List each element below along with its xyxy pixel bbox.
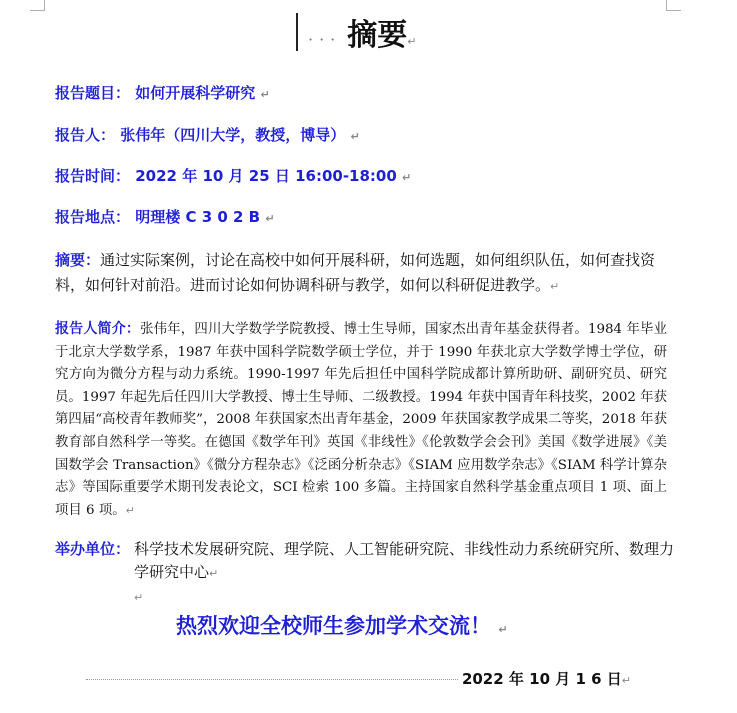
field-place-value: 明理楼 C 3 0 2 B [135, 208, 261, 226]
host-text-block [134, 538, 674, 609]
paragraph-mark: ↵ [265, 212, 275, 225]
field-topic-label: 报告题目： [55, 84, 131, 102]
field-time [55, 165, 411, 186]
paragraph-mark: ↵ [498, 623, 508, 636]
field-place [55, 206, 275, 227]
dotted-leader [86, 679, 458, 680]
paragraph-mark: ↵ [402, 171, 412, 184]
host-text: 科学技术发展研究院、理学院、人工智能研究院、非线性动力系统研究所、数理力学研究中心 [134, 540, 675, 581]
text-cursor [296, 13, 298, 51]
field-time-label: 报告时间： [55, 167, 131, 185]
bio-text: 张伟年，四川大学数学学院教授、博士生导师，国家杰出青年基金获得者。1984 年毕业于北京大学数学系，1987 年获中国科学院数学硕士学位，并于 1990 年获北京大学数学博士学位，研究方向为微分方程与动力系统。1990-1997 年先后担任中国科学院成都计算所助研、副研究员、研究员。1997 年起先后任四川大学教授、博士生导师、二级教授。1994 年获中国青年科技奖，2002 年获第四届“高校青年教师奖”，2008 年获国家杰出青年基金，2009 年获国家教学成果二等奖，2018 年获教育部自然科学一等奖。在德国《数学年刊》英国《非线性》《伦敦数学会会刊》美国《数学进展》《美国数学会 Transaction》《微分方程杂志》《泛函分析杂志》《SIAM 应用数学杂志》《SIAM 科学计算杂志》等国际重要学术期刊发表论文，SCI 检索 100 多篇。主持国家自然科学基金重点项目 1 项、面上项目 6 项。 [55, 322, 667, 518]
page-title: 摘要 [347, 18, 408, 53]
paragraph-mark: ↵ [125, 503, 135, 517]
field-speaker-label: 报告人： [55, 126, 116, 144]
field-speaker [55, 124, 360, 145]
abstract-label: 摘要： [55, 251, 101, 269]
field-speaker-value: 张伟年（四川大学，教授，博导） [120, 126, 346, 144]
title-row [296, 10, 416, 54]
welcome-banner [176, 610, 508, 640]
abstract-text: 通过实际案例，讨论在高校中如何开展科研，如何选题，如何组织队伍，如何查找资料，如何针对前沿。进而讨论如何协调科研与教学，如何以科研促进教学。 [55, 251, 656, 294]
space-marks: ··· [308, 30, 342, 49]
paragraph-mark: ↵ [134, 591, 144, 604]
field-time-value: 2022 年 10 月 25 日 16:00-18:00 [135, 167, 397, 185]
welcome-text: 热烈欢迎全校师生参加学术交流！ [176, 614, 491, 638]
paragraph-mark: ↵ [350, 130, 360, 143]
abstract-paragraph [55, 248, 665, 299]
field-place-label: 报告地点： [55, 208, 131, 226]
paragraph-mark: ↵ [209, 567, 219, 580]
document-date: 2022 年 10 月 1 6 日 [461, 670, 622, 688]
paragraph-mark: ↵ [621, 674, 631, 687]
page-corner-mark-top-right [666, 0, 681, 11]
paragraph-mark: ↵ [550, 280, 560, 293]
field-topic-value: 如何开展科学研究 [135, 84, 256, 102]
page-corner-mark-top-left [30, 0, 45, 11]
paragraph-mark: ↵ [260, 88, 270, 101]
paragraph-mark: ↵ [407, 35, 417, 48]
bio-label: 报告人简介： [55, 321, 141, 337]
bio-paragraph [55, 318, 667, 522]
host-label: 举办单位： [55, 540, 131, 558]
field-topic [55, 82, 270, 103]
date-line [86, 668, 631, 689]
